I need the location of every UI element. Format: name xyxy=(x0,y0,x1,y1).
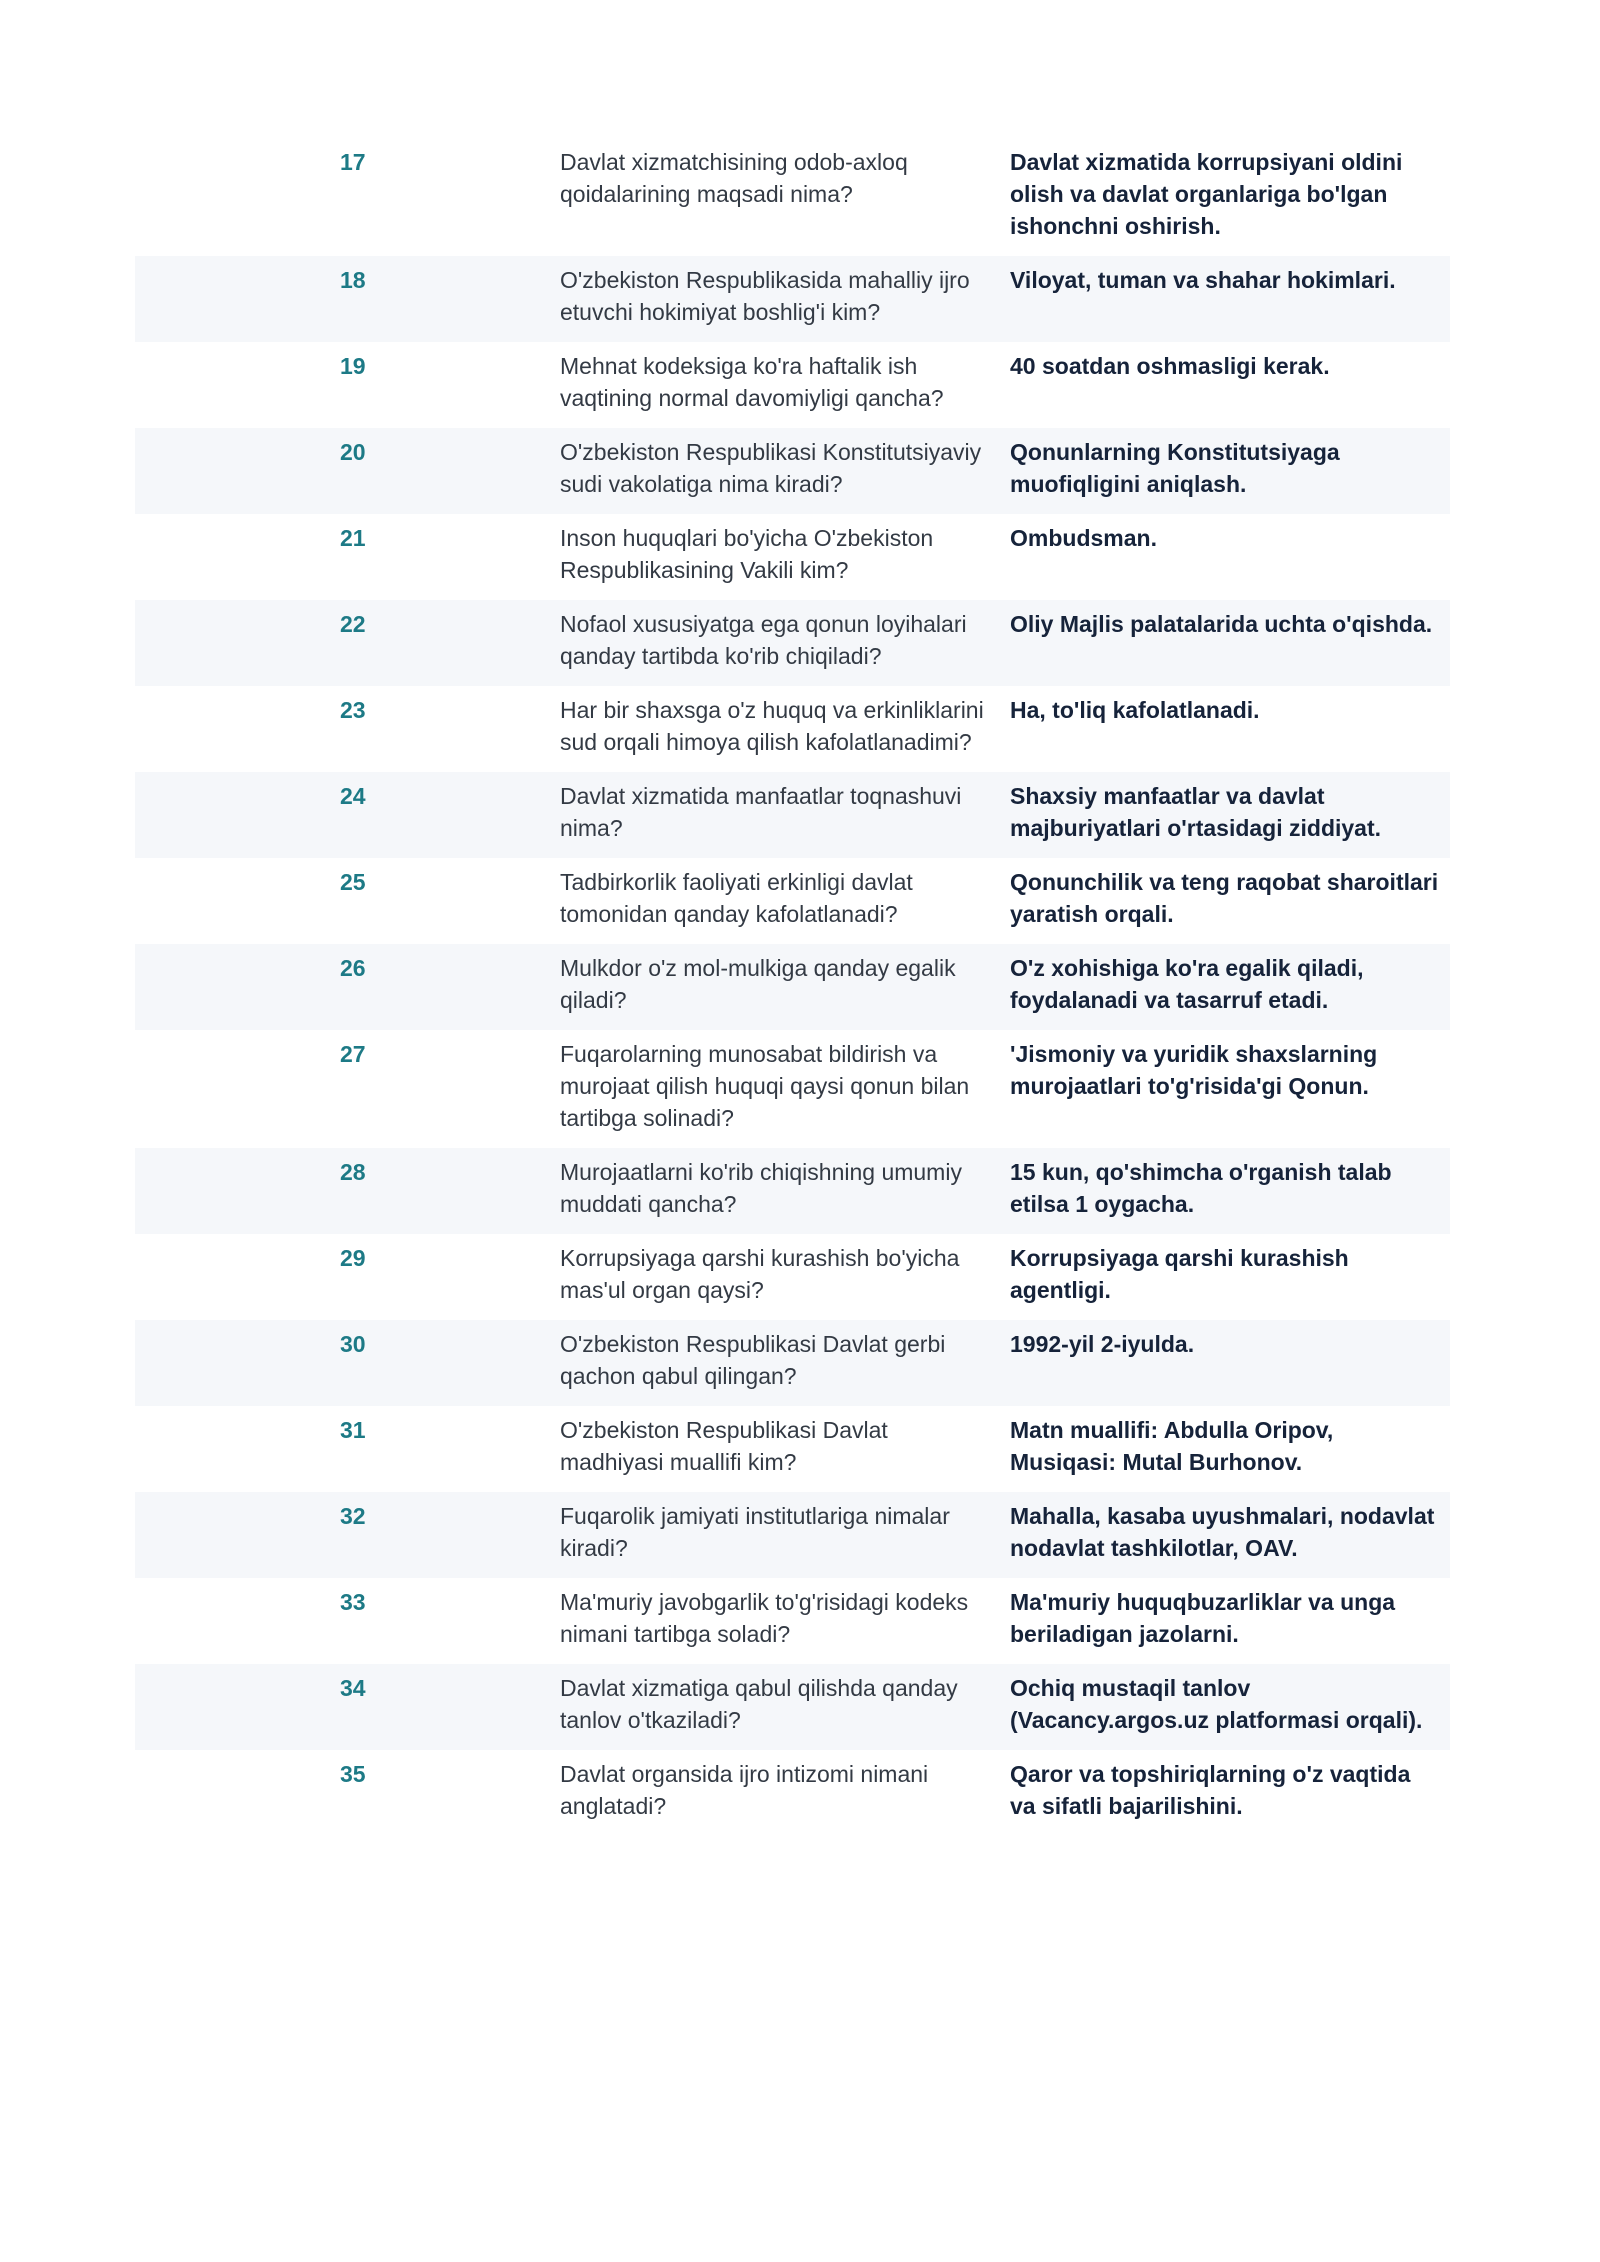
answer-text: Qonunchilik va teng raqobat sharoitlari yaratish orqali. xyxy=(1010,869,1439,927)
answer-text: 1992-yil 2-iyulda. xyxy=(1000,1320,1450,1406)
table-row xyxy=(135,1320,1450,1406)
answer-text: Ochiq mustaqil tanlov (Vacancy.argos.uz platformasi orqali). xyxy=(1000,1664,1450,1750)
answer-text: Shaxsiy manfaatlar va davlat majburiyatlari o'rtasidagi ziddiyat. xyxy=(1000,772,1450,858)
question-text: Fuqarolarning munosabat bildirish va murojaat qilish huquqi qaysi qonun bilan tartibga solinadi? xyxy=(560,1041,970,1131)
question-number: 30 xyxy=(135,1320,550,1406)
question-number: 28 xyxy=(135,1148,550,1234)
table-row xyxy=(135,858,1450,944)
answer-text: Qaror va topshiriqlarning o'z vaqtida va sifatli bajarilishini. xyxy=(1010,1761,1411,1819)
question-number: 31 xyxy=(340,1417,366,1443)
answer-text: Ombudsman. xyxy=(1010,525,1157,551)
question-number: 35 xyxy=(340,1761,366,1787)
answer-text: Matn muallifi: Abdulla Oripov, Musiqasi: Mutal Burhonov. xyxy=(1010,1417,1334,1475)
question-number: 32 xyxy=(135,1492,550,1578)
table-row xyxy=(135,1664,1450,1750)
question-number: 26 xyxy=(135,944,550,1030)
question-text: Mehnat kodeksiga ko'ra haftalik ish vaqtining normal davomiyligi qancha? xyxy=(560,353,944,411)
question-number: 19 xyxy=(340,353,366,379)
table-row xyxy=(135,428,1450,514)
question-number: 34 xyxy=(135,1664,550,1750)
table-row xyxy=(135,1148,1450,1234)
question-number: 33 xyxy=(340,1589,366,1615)
question-text: O'zbekiston Respublikasi Davlat gerbi qachon qabul qilingan? xyxy=(550,1320,1000,1406)
table-row xyxy=(135,1030,1450,1148)
answer-text: 40 soatdan oshmasligi kerak. xyxy=(1010,353,1330,379)
table-row xyxy=(135,342,1450,428)
question-text: Mulkdor o'z mol-mulkiga qanday egalik qiladi? xyxy=(550,944,1000,1030)
question-number: 20 xyxy=(135,428,550,514)
table-row xyxy=(135,686,1450,772)
table-row xyxy=(135,138,1450,256)
table-row xyxy=(135,1406,1450,1492)
table-row xyxy=(135,600,1450,686)
answer-text: Ha, to'liq kafolatlanadi. xyxy=(1010,697,1260,723)
question-text: Har bir shaxsga o'z huquq va erkinliklarini sud orqali himoya qilish kafolatlanadimi? xyxy=(560,697,984,755)
question-number: 22 xyxy=(135,600,550,686)
answer-text: Oliy Majlis palatalarida uchta o'qishda. xyxy=(1000,600,1450,686)
qa-table xyxy=(135,138,1450,1836)
answer-text: Davlat xizmatida korrupsiyani oldini olish va davlat organlariga bo'lgan ishonchni oshirish. xyxy=(1010,149,1403,239)
question-text: Tadbirkorlik faoliyati erkinligi davlat tomonidan qanday kafolatlanadi? xyxy=(560,869,913,927)
question-number: 29 xyxy=(340,1245,366,1271)
question-number: 25 xyxy=(340,869,366,895)
question-number: 21 xyxy=(340,525,366,551)
answer-text: O'z xohishiga ko'ra egalik qiladi, foydalanadi va tasarruf etadi. xyxy=(1000,944,1450,1030)
question-text: Nofaol xususiyatga ega qonun loyihalari qanday tartibda ko'rib chiqiladi? xyxy=(550,600,1000,686)
table-row xyxy=(135,1492,1450,1578)
table-row xyxy=(135,772,1450,858)
question-text: O'zbekiston Respublikasi Davlat madhiyasi muallifi kim? xyxy=(560,1417,888,1475)
table-row xyxy=(135,944,1450,1030)
question-text: Davlat xizmatida manfaatlar toqnashuvi nima? xyxy=(550,772,1000,858)
table-row xyxy=(135,256,1450,342)
table-row xyxy=(135,1234,1450,1320)
question-number: 27 xyxy=(340,1041,366,1067)
table-row xyxy=(135,514,1450,600)
question-text: Inson huquqlari bo'yicha O'zbekiston Respublikasining Vakili kim? xyxy=(560,525,934,583)
question-text: Korrupsiyaga qarshi kurashish bo'yicha mas'ul organ qaysi? xyxy=(560,1245,960,1303)
answer-text: 15 kun, qo'shimcha o'rganish talab etilsa 1 oygacha. xyxy=(1000,1148,1450,1234)
table-row xyxy=(135,1578,1450,1664)
question-number: 23 xyxy=(340,697,366,723)
question-text: Murojaatlarni ko'rib chiqishning umumiy muddati qancha? xyxy=(550,1148,1000,1234)
question-text: Davlat xizmatiga qabul qilishda qanday tanlov o'tkaziladi? xyxy=(550,1664,1000,1750)
question-text: Fuqarolik jamiyati institutlariga nimalar kiradi? xyxy=(550,1492,1000,1578)
answer-text: 'Jismoniy va yuridik shaxslarning murojaatlari to'g'risida'gi Qonun. xyxy=(1010,1041,1378,1099)
answer-text: Korrupsiyaga qarshi kurashish agentligi. xyxy=(1010,1245,1349,1303)
question-text: Ma'muriy javobgarlik to'g'risidagi kodeks nimani tartibga soladi? xyxy=(560,1589,969,1647)
qa-table-body xyxy=(135,138,1450,1836)
answer-text: Viloyat, tuman va shahar hokimlari. xyxy=(1000,256,1450,342)
question-text: O'zbekiston Respublikasida mahalliy ijro etuvchi hokimiyat boshlig'i kim? xyxy=(550,256,1000,342)
question-text: Davlat organsida ijro intizomi nimani anglatadi? xyxy=(560,1761,929,1819)
question-number: 18 xyxy=(135,256,550,342)
question-text: O'zbekiston Respublikasi Konstitutsiyaviy sudi vakolatiga nima kiradi? xyxy=(550,428,1000,514)
question-number: 17 xyxy=(340,149,366,175)
question-text: Davlat xizmatchisining odob-axloq qoidalarining maqsadi nima? xyxy=(560,149,908,207)
question-number: 24 xyxy=(135,772,550,858)
answer-text: Ma'muriy huquqbuzarliklar va unga beriladigan jazolarni. xyxy=(1010,1589,1396,1647)
answer-text: Qonunlarning Konstitutsiyaga muofiqligini aniqlash. xyxy=(1000,428,1450,514)
table-row xyxy=(135,1750,1450,1836)
answer-text: Mahalla, kasaba uyushmalari, nodavlat nodavlat tashkilotlar, OAV. xyxy=(1000,1492,1450,1578)
